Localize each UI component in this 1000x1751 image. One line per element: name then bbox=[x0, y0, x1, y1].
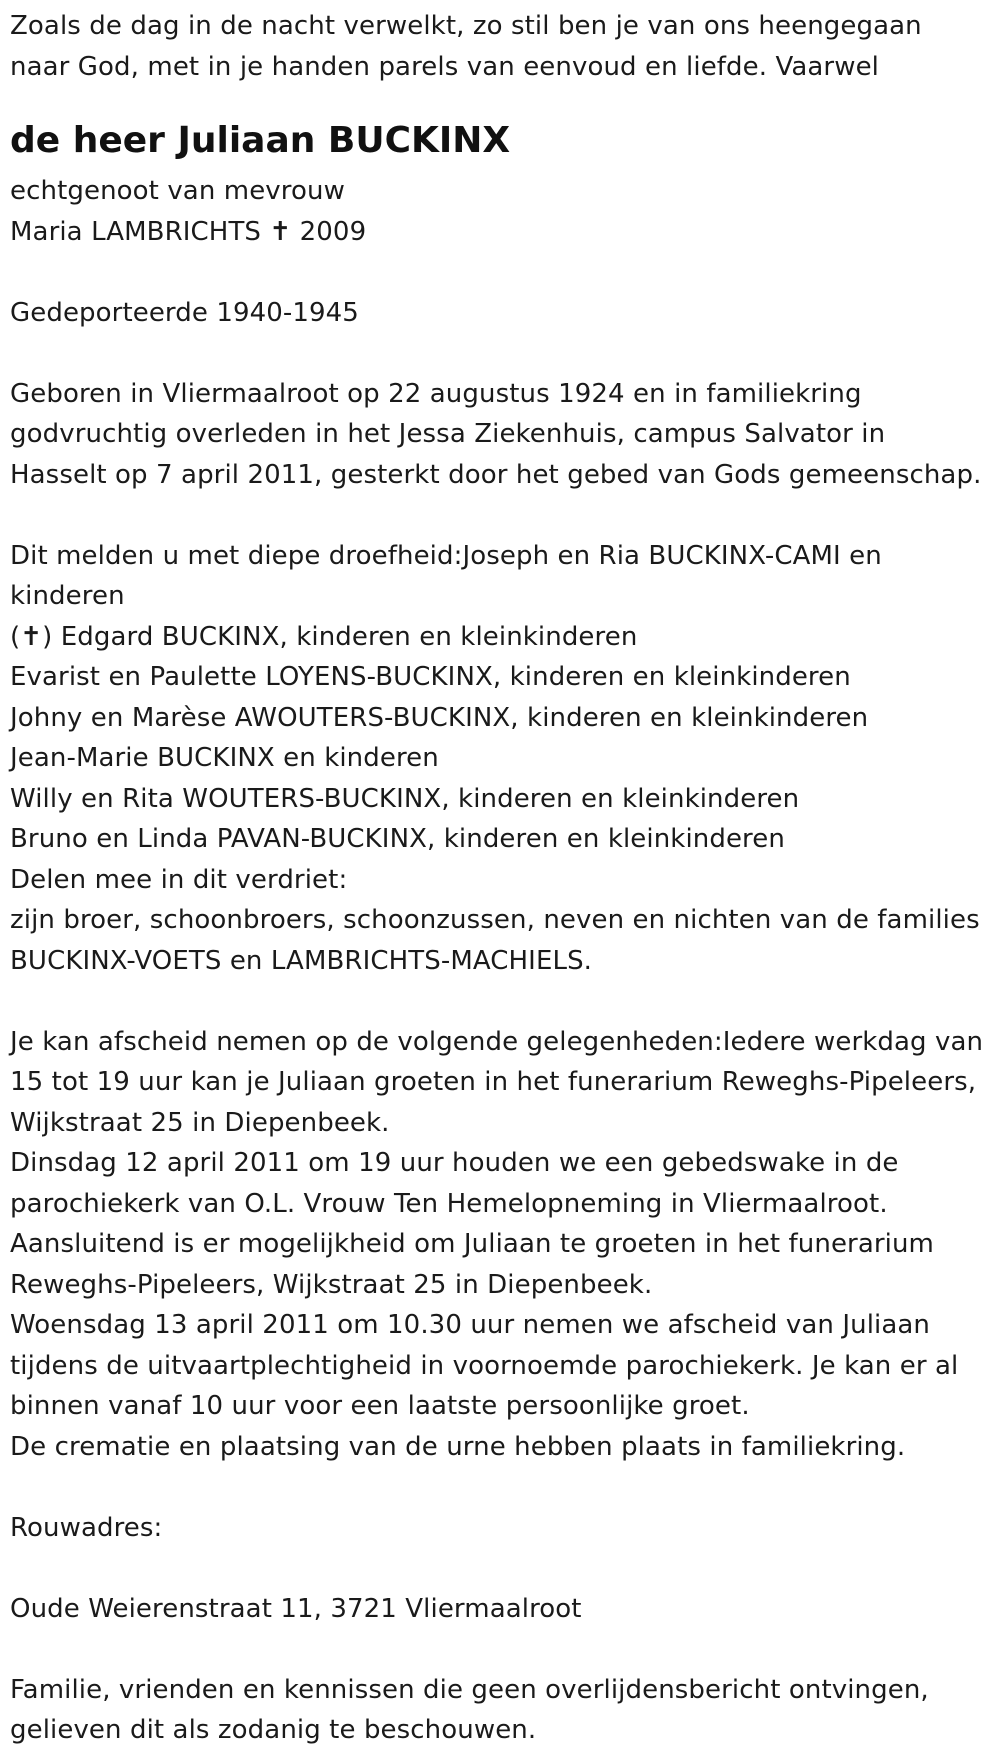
birth-death-paragraph bbox=[10, 374, 990, 496]
paragraph-line: Hasselt op 7 april 2011, gesterkt door het gebed van Gods gemeenschap. bbox=[10, 459, 982, 490]
spacer bbox=[10, 333, 990, 374]
mourner-line: Delen mee in dit verdriet: bbox=[10, 864, 348, 895]
farewell-line: tijdens de uitvaartplechtigheid in voornoemde parochiekerk. Je kan er al bbox=[10, 1350, 959, 1381]
spacer bbox=[10, 495, 990, 536]
spacer bbox=[10, 252, 990, 293]
farewell-paragraph bbox=[10, 1022, 990, 1468]
farewell-line: Reweghs-Pipeleers, Wijkstraat 25 in Diepenbeek. bbox=[10, 1269, 653, 1300]
farewell-line: De crematie en plaatsing van de urne hebben plaats in familiekring. bbox=[10, 1431, 906, 1462]
closing-line: gelieven dit als zodanig te beschouwen. bbox=[10, 1715, 537, 1745]
mourner-line: Dit melden u met diepe droefheid:Joseph en Ria BUCKINX-CAMI en bbox=[10, 540, 882, 571]
mourning-address: Oude Weierenstraat 11, 3721 Vliermaalroot bbox=[10, 1593, 582, 1624]
mourner-line: Jean-Marie BUCKINX en kinderen bbox=[10, 743, 439, 773]
address-label: Rouwadres: bbox=[10, 1512, 163, 1543]
farewell-line: Wijkstraat 25 in Diepenbeek. bbox=[10, 1107, 390, 1138]
spacer bbox=[10, 981, 990, 1022]
farewell-line: Aansluitend is er mogelijkheid om Juliaan te groeten in het funerarium bbox=[10, 1229, 934, 1259]
paragraph-line: Geboren in Vliermaalroot op 22 augustus 1924 en in familiekring bbox=[10, 378, 862, 409]
opening-verse bbox=[10, 6, 990, 87]
spacer bbox=[10, 1629, 990, 1670]
mourner-line: Evarist en Paulette LOYENS-BUCKINX, kinderen en kleinkinderen bbox=[10, 662, 851, 692]
spacer bbox=[10, 1467, 990, 1508]
mourner-line: zijn broer, schoonbroers, schoonzussen, neven en nichten van de families bbox=[10, 905, 980, 935]
mourner-line: Johny en Marèse AWOUTERS-BUCKINX, kinderen en kleinkinderen bbox=[10, 702, 869, 733]
mourners-list bbox=[10, 536, 990, 982]
spouse-line: echtgenoot van mevrouw bbox=[10, 176, 345, 206]
paragraph-line: godvruchtig overleden in het Jessa Ziekenhuis, campus Salvator in bbox=[10, 419, 886, 449]
farewell-line: parochiekerk van O.L. Vrouw Ten Hemelopneming in Vliermaalroot. bbox=[10, 1188, 888, 1219]
farewell-line: binnen vanaf 10 uur voor een laatste persoonlijke groet. bbox=[10, 1391, 750, 1421]
spouse-block bbox=[10, 171, 990, 252]
spacer bbox=[10, 87, 990, 113]
deceased-name-heading: de heer Juliaan BUCKINX bbox=[10, 120, 511, 161]
verse-line: naar God, met in je handen parels van eenvoud en liefde. Vaarwel bbox=[10, 51, 879, 82]
spacer bbox=[10, 1548, 990, 1589]
deported-line: Gedeporteerde 1940-1945 bbox=[10, 297, 359, 328]
farewell-line: 15 tot 19 uur kan je Juliaan groeten in het funerarium Reweghs-Pipeleers, bbox=[10, 1067, 977, 1097]
mourner-line: Bruno en Linda PAVAN-BUCKINX, kinderen en kleinkinderen bbox=[10, 824, 785, 854]
mourner-line: kinderen bbox=[10, 581, 125, 611]
farewell-line: Woensdag 13 april 2011 om 10.30 uur nemen we afscheid van Juliaan bbox=[10, 1310, 931, 1340]
mourner-line: BUCKINX-VOETS en LAMBRICHTS-MACHIELS. bbox=[10, 945, 593, 976]
mourner-line: (✝) Edgard BUCKINX, kinderen en kleinkinderen bbox=[10, 621, 638, 652]
spouse-line: Maria LAMBRICHTS ✝ 2009 bbox=[10, 216, 367, 247]
closing-line: Familie, vrienden en kennissen die geen overlijdensbericht ontvingen, bbox=[10, 1674, 929, 1705]
farewell-line: Dinsdag 12 april 2011 om 19 uur houden we een gebedswake in de bbox=[10, 1148, 899, 1178]
mourner-line: Willy en Rita WOUTERS-BUCKINX, kinderen en kleinkinderen bbox=[10, 783, 800, 814]
verse-line: Zoals de dag in de nacht verwelkt, zo stil ben je van ons heengegaan bbox=[10, 11, 922, 41]
closing-note bbox=[10, 1670, 990, 1751]
farewell-line: Je kan afscheid nemen op de volgende gelegenheden:Iedere werkdag van bbox=[10, 1026, 984, 1057]
